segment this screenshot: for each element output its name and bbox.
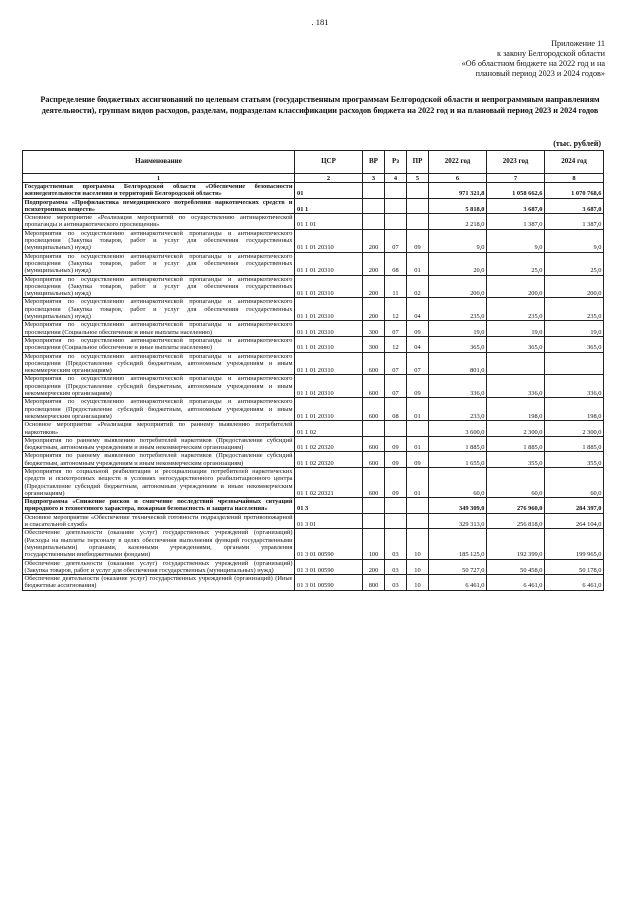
row-2024: 200,0: [545, 275, 604, 298]
row-vr: 600: [363, 436, 385, 452]
row-csr: 01 1 02: [295, 421, 363, 437]
row-pr: 09: [407, 229, 429, 252]
header-rz: Рз: [385, 151, 407, 174]
row-2023: 19,0: [487, 321, 545, 337]
table-row: [23, 275, 604, 298]
table-row: [23, 421, 604, 437]
row-2022: 50 727,0: [429, 559, 487, 575]
row-2022: 801,0: [429, 352, 487, 375]
column-number: 1: [23, 174, 295, 183]
row-rz: 11: [385, 275, 407, 298]
row-vr: 300: [363, 336, 385, 352]
row-pr: 09: [407, 321, 429, 337]
row-vr: 600: [363, 375, 385, 398]
row-csr: 01 1 01 20310: [295, 375, 363, 398]
row-2024: 264 104,0: [545, 513, 604, 529]
header-vr: ВР: [363, 151, 385, 174]
row-2023: 336,0: [487, 375, 545, 398]
annex-line: Приложение 11: [551, 39, 605, 48]
row-vr: 600: [363, 352, 385, 375]
row-2023: 60,0: [487, 467, 545, 497]
row-2023: 192 399,0: [487, 529, 545, 559]
row-2023: 256 818,0: [487, 513, 545, 529]
row-2022: 20,0: [429, 252, 487, 275]
row-csr: 01 1: [295, 198, 363, 214]
row-pr: 01: [407, 398, 429, 421]
row-csr: 01 1 02 20320: [295, 452, 363, 468]
table-row: [23, 375, 604, 398]
row-vr: 200: [363, 252, 385, 275]
row-2023: 1 387,0: [487, 214, 545, 230]
row-2022: 349 309,0: [429, 498, 487, 514]
column-number: 2: [295, 174, 363, 183]
row-name: Мероприятия по осуществлению антинаркотической пропаганды и антинаркотического просвещения (Предоставление субсидий бюджетным, автономным учреждениям и иным некоммерческим организациям): [24, 375, 293, 398]
table-body: [23, 183, 604, 591]
header-2022: 2022 год: [429, 151, 487, 174]
row-pr: 04: [407, 336, 429, 352]
row-2023: 1 885,0: [487, 436, 545, 452]
table-row: [23, 575, 604, 591]
row-rz: 08: [385, 398, 407, 421]
row-2022: 200,0: [429, 275, 487, 298]
header-csr: ЦСР: [295, 151, 363, 174]
annex-line: к закону Белгородской области: [497, 49, 605, 58]
row-2023: 25,0: [487, 252, 545, 275]
row-name: Обеспечение деятельности (оказание услуг) государственных учреждений (организаций) (Закупка товаров, работ и услуг для обеспечения государственных (муниципальных) нужд): [24, 559, 293, 574]
row-pr: [407, 513, 429, 529]
row-2024: 19,0: [545, 321, 604, 337]
row-name: Мероприятия по осуществлению антинаркотической пропаганды и антинаркотического просвещения (Закупка товаров, работ и услуг для обеспечения государственных (муниципальных) нужд): [24, 298, 293, 321]
row-2023: 9,0: [487, 229, 545, 252]
row-2023: 200,0: [487, 275, 545, 298]
row-rz: 08: [385, 252, 407, 275]
row-name: Мероприятия по социальной реабилитации и ресоциализации потребителей наркотических средств и психотропных веществ в условиях негосударственного реабилитационного центра (Предоставление субсидий бюджетным, автономным учреждениям и иным некоммерческим организациям): [24, 467, 293, 497]
row-2023: 1 058 662,6: [487, 183, 545, 199]
table-row: [23, 513, 604, 529]
row-2023: 50 458,0: [487, 559, 545, 575]
row-vr: 300: [363, 321, 385, 337]
row-pr: [407, 183, 429, 199]
row-2023: 276 960,0: [487, 498, 545, 514]
column-number: 4: [385, 174, 407, 183]
row-rz: [385, 198, 407, 214]
row-name: Мероприятия по раннему выявлению потребителей наркотиков (Предоставление субсидий бюджетным, автономным учреждениям и иным некоммерческим организациям): [24, 436, 293, 452]
row-2024: 235,0: [545, 298, 604, 321]
table-row: [23, 467, 604, 497]
row-pr: 09: [407, 452, 429, 468]
row-vr: 200: [363, 298, 385, 321]
row-rz: 09: [385, 436, 407, 452]
row-csr: 01 3: [295, 498, 363, 514]
header-pr: ПР: [407, 151, 429, 174]
row-vr: 600: [363, 398, 385, 421]
column-number: 3: [363, 174, 385, 183]
row-pr: 01: [407, 467, 429, 497]
row-name: Мероприятия по осуществлению антинаркотической пропаганды и антинаркотического просвещения (Закупка товаров, работ и услуг для обеспечения государственных (муниципальных) нужд): [24, 275, 293, 298]
row-2023: 6 461,0: [487, 575, 545, 591]
table-row: [23, 529, 604, 559]
row-2024: 6 461,0: [545, 575, 604, 591]
row-rz: [385, 421, 407, 437]
row-name: Мероприятия по осуществлению антинаркотической пропаганды и антинаркотического просвещения (Социальное обеспечение и иные выплаты населению): [24, 336, 293, 352]
row-2022: 2 218,0: [429, 214, 487, 230]
page-number: . 181: [311, 17, 329, 27]
row-vr: [363, 214, 385, 230]
row-vr: 600: [363, 467, 385, 497]
row-csr: 01 1 01 20310: [295, 336, 363, 352]
row-csr: 01 1 01 20310: [295, 321, 363, 337]
row-csr: 01 1 02 20321: [295, 467, 363, 497]
table-row: [23, 352, 604, 375]
row-2022: 6 461,0: [429, 575, 487, 591]
row-2024: 355,0: [545, 452, 604, 468]
row-2022: 5 818,0: [429, 198, 487, 214]
row-pr: [407, 214, 429, 230]
row-csr: 01 3 01 00590: [295, 575, 363, 591]
row-rz: 07: [385, 321, 407, 337]
row-2024: 25,0: [545, 252, 604, 275]
row-csr: 01 1 01 20310: [295, 275, 363, 298]
row-name: Мероприятия по осуществлению антинаркотической пропаганды и антинаркотического просвещения (Предоставление субсидий бюджетным, автономным учреждениям и иным некоммерческим организациям): [24, 352, 293, 375]
row-2024: 50 178,0: [545, 559, 604, 575]
row-2022: 19,0: [429, 321, 487, 337]
row-rz: 07: [385, 229, 407, 252]
table-row: [23, 198, 604, 214]
row-2024: 336,0: [545, 375, 604, 398]
row-rz: [385, 214, 407, 230]
row-vr: [363, 498, 385, 514]
row-2022: 1 885,0: [429, 436, 487, 452]
row-vr: [363, 513, 385, 529]
row-vr: [363, 198, 385, 214]
row-2023: 3 687,0: [487, 198, 545, 214]
row-csr: 01 1 01 20310: [295, 298, 363, 321]
row-2022: 235,0: [429, 298, 487, 321]
table-header-row: [23, 151, 604, 174]
row-rz: 09: [385, 452, 407, 468]
row-2024: 1 387,0: [545, 214, 604, 230]
column-number: 5: [407, 174, 429, 183]
row-2023: 198,0: [487, 398, 545, 421]
row-pr: 10: [407, 575, 429, 591]
row-rz: 03: [385, 575, 407, 591]
row-pr: 10: [407, 559, 429, 575]
row-2024: 1 070 768,6: [545, 183, 604, 199]
row-vr: 200: [363, 275, 385, 298]
table-row: [23, 452, 604, 468]
row-2022: 9,0: [429, 229, 487, 252]
table-row: [23, 559, 604, 575]
row-2024: [545, 352, 604, 375]
row-2023: 365,0: [487, 336, 545, 352]
row-csr: 01 1 01: [295, 214, 363, 230]
table-row: [23, 398, 604, 421]
row-pr: [407, 498, 429, 514]
row-rz: 12: [385, 336, 407, 352]
row-name: Основное мероприятие «Обеспечение технической готовности подразделений противопожарной и спасательной служб»: [24, 513, 293, 529]
table-row: [23, 336, 604, 352]
row-name: Обеспечение деятельности (оказание услуг) государственных учреждений (организаций) (Иные бюджетные ассигнования): [24, 575, 293, 590]
row-rz: 12: [385, 298, 407, 321]
row-pr: 01: [407, 436, 429, 452]
row-name: Основное мероприятие «Реализация мероприятий по раннему выявлению потребителей наркотиков»: [24, 421, 293, 436]
annex-note: [405, 39, 605, 79]
row-rz: [385, 513, 407, 529]
row-2022: 233,0: [429, 398, 487, 421]
row-csr: 01 3 01: [295, 513, 363, 529]
column-number: 8: [545, 174, 604, 183]
header-2023: 2023 год: [487, 151, 545, 174]
row-rz: 09: [385, 467, 407, 497]
table-row: [23, 183, 604, 199]
row-2022: 329 313,0: [429, 513, 487, 529]
document-title: Распределение бюджетных ассигнований по целевым статьям (государственным программам Белгородской области и непрограммным направлениям деятельности), группам видов расходов, разделам, подразделам классификации расходов бюджета на 2022 год и на плановый период 2023 и 2024 годов: [40, 95, 600, 115]
row-2022: 971 321,8: [429, 183, 487, 199]
row-pr: 09: [407, 375, 429, 398]
row-name: Мероприятия по осуществлению антинаркотической пропаганды и антинаркотического просвещения (Закупка товаров, работ и услуг для обеспечения государственных (муниципальных) нужд): [24, 252, 293, 275]
row-rz: 07: [385, 375, 407, 398]
row-2024: 198,0: [545, 398, 604, 421]
row-pr: 07: [407, 352, 429, 375]
row-2022: 365,0: [429, 336, 487, 352]
column-number: 7: [487, 174, 545, 183]
annex-line: «Об областном бюджете на 2022 год и на: [461, 59, 605, 68]
header-name: Наименование: [23, 151, 295, 174]
units-label: (тыс. рублей): [553, 139, 601, 148]
row-csr: 01 1 01 20310: [295, 252, 363, 275]
row-pr: [407, 198, 429, 214]
row-2022: 1 655,0: [429, 452, 487, 468]
row-2022: 60,0: [429, 467, 487, 497]
table-row: [23, 498, 604, 514]
row-csr: 01 1 01 20310: [295, 229, 363, 252]
row-2022: 185 125,0: [429, 529, 487, 559]
column-number-row: [23, 174, 604, 183]
row-2024: 1 885,0: [545, 436, 604, 452]
row-vr: 200: [363, 559, 385, 575]
row-name: Обеспечение деятельности (оказание услуг) государственных учреждений (организаций) (Расходы на выплаты персоналу в целях обеспечения выполнения функций государственными (муниципальными) органами, казенными учреждениями, органами управления государственными внебюджетными фондами): [24, 529, 293, 559]
row-name: Мероприятия по осуществлению антинаркотической пропаганды и антинаркотического просвещения (Предоставление субсидий бюджетным, автономным учреждениям и иным некоммерческим организациям): [24, 398, 293, 420]
row-2024: 284 397,0: [545, 498, 604, 514]
table-row: [23, 214, 604, 230]
row-2023: 355,0: [487, 452, 545, 468]
row-name: Мероприятия по раннему выявлению потребителей наркотиков (Предоставление субсидий бюджетным, автономным учреждениям и иным некоммерческим организациям): [24, 452, 293, 467]
row-pr: [407, 421, 429, 437]
table-row: [23, 229, 604, 252]
row-vr: 600: [363, 452, 385, 468]
row-rz: 07: [385, 352, 407, 375]
row-name: Мероприятия по осуществлению антинаркотической пропаганды и антинаркотического просвещения (Закупка товаров, работ и услуг для обеспечения государственных (муниципальных) нужд): [24, 229, 293, 252]
row-rz: 03: [385, 529, 407, 559]
row-pr: 04: [407, 298, 429, 321]
row-name: Мероприятия по осуществлению антинаркотической пропаганды и антинаркотического просвещения (Социальное обеспечение и иные выплаты населению): [24, 321, 293, 336]
row-2023: 2 300,0: [487, 421, 545, 437]
row-2024: 60,0: [545, 467, 604, 497]
row-rz: [385, 183, 407, 199]
table-row: [23, 298, 604, 321]
row-vr: 200: [363, 229, 385, 252]
row-name: Основное мероприятие «Реализация мероприятий по осуществлению антинаркотической пропаганды и антинаркотического просвещения»: [24, 214, 293, 229]
row-2024: 9,0: [545, 229, 604, 252]
row-vr: 800: [363, 575, 385, 591]
row-name: Государственная программа Белгородской области «Обеспечение безопасности жизнедеятельности населения и территорий Белгородской области»: [24, 183, 293, 198]
row-2024: 3 687,0: [545, 198, 604, 214]
row-pr: 02: [407, 275, 429, 298]
row-2022: 336,0: [429, 375, 487, 398]
row-rz: 03: [385, 559, 407, 575]
column-number: 6: [429, 174, 487, 183]
row-vr: [363, 421, 385, 437]
table-row: [23, 252, 604, 275]
row-csr: 01 3 01 00590: [295, 529, 363, 559]
row-rz: [385, 498, 407, 514]
row-name: Подпрограмма «Снижение рисков и смягчение последствий чрезвычайных ситуаций природного и техногенного характера, пожарная безопасность и защита населения»: [24, 498, 293, 513]
table-row: [23, 436, 604, 452]
row-2023: [487, 352, 545, 375]
row-2024: 365,0: [545, 336, 604, 352]
row-csr: 01 1 01 20310: [295, 398, 363, 421]
row-pr: 01: [407, 252, 429, 275]
row-pr: 10: [407, 529, 429, 559]
table-row: [23, 321, 604, 337]
row-2024: 2 300,0: [545, 421, 604, 437]
row-vr: 100: [363, 529, 385, 559]
row-csr: 01 1 01 20310: [295, 352, 363, 375]
row-csr: 01 3 01 00590: [295, 559, 363, 575]
row-2024: 199 965,0: [545, 529, 604, 559]
row-csr: 01 1 02 20320: [295, 436, 363, 452]
header-2024: 2024 год: [545, 151, 604, 174]
row-vr: [363, 183, 385, 199]
annex-line: плановый период 2023 и 2024 годов»: [475, 69, 605, 78]
budget-table: [22, 150, 604, 591]
row-csr: 01: [295, 183, 363, 199]
row-2023: 235,0: [487, 298, 545, 321]
row-2022: 3 600,0: [429, 421, 487, 437]
row-name: Подпрограмма «Профилактика немедицинского потребления наркотических средств и психотропных веществ»: [24, 198, 293, 213]
